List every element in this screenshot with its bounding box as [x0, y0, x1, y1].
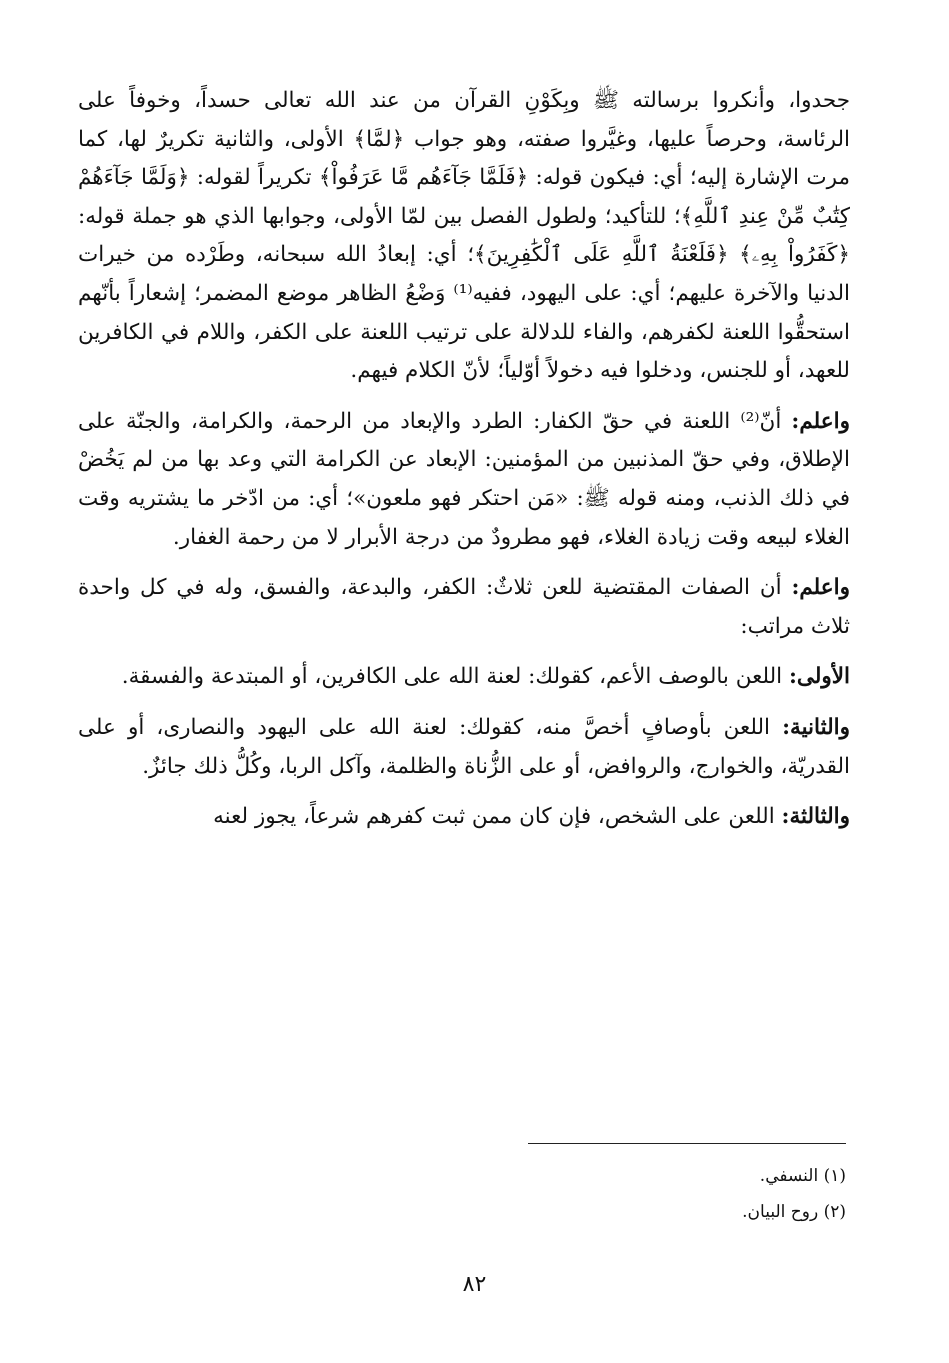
paragraph-text: اللعن على الشخص، فإن كان ممن ثبت كفرهم شرعاً، يجوز لعنه	[213, 804, 782, 830]
paragraph-text: أن الصفات المقتضية للعن ثلاثٌ: الكفر، والبدعة، والفسق، وله في كل واحدة ثلاث مراتب:	[78, 575, 850, 639]
page-number: ٨٢	[462, 1272, 487, 1297]
paragraph-lead: واعلم:	[791, 575, 850, 601]
footnote-2: (٢) روح البيان.	[742, 1202, 846, 1222]
paragraph-text: اللعن بالوصف الأعم، كقولك: لعنة الله على الكافرين، أو المبتدعة والفسقة.	[121, 664, 789, 690]
paragraph-lead: والثالثة:	[781, 804, 850, 830]
footnote-divider	[528, 1143, 846, 1144]
paragraph-3	[78, 569, 850, 646]
footnote-1: (١) النسفي.	[759, 1166, 846, 1186]
paragraph-lead: الأولى:	[788, 664, 850, 690]
paragraph-lead: واعلم:	[791, 408, 850, 434]
paragraph-text: اللعن بأوصافٍ أخصَّ منه، كقولك: لعنة الله على اليهود والنصارى، أو على القدريّة، والخوارج، والروافض، أو على الزُّناة والظلمة، وآكل الربا، وكُلُّ ذلك جائزٌ.	[78, 714, 850, 779]
page-body	[78, 82, 850, 849]
footnotes	[446, 1158, 846, 1230]
paragraph-1	[78, 82, 850, 391]
paragraph-text: جحدوا، وأنكروا برسالته ﷺ وبِكَوْنِ القرآن من عند الله تعالى حسداً، وخوفاً على الرئاسة، وحرصاً عليها، وغيَّروا صفته، وهو جواب ﴿لمَّا﴾ الأولى، والثانية تكريرٌ لها، كما مرت الإشارة إليه؛ أي: فيكون قوله: ﴿فَلَمَّا جَآءَهُم مَّا عَرَفُواْ﴾ تكريراً لقوله: ﴿وَلَمَّا جَآءَهُمْ كِتَٰبٌ مِّنْ عِندِ ٱللَّهِ﴾؛ للتأكيد؛ ولطول الفصل بين لمّا الأولى، وجوابها الذي هو جملة قوله: ﴿كَفَرُواْ بِهِۦ﴾ ﴿فَلَعْنَةُ ٱللَّهِ عَلَى ٱلْكَٰفِرِينَ﴾؛ أي: إبعادُ الله سبحانه، وطَرْده من خيرات الدنيا والآخرة عليهم؛ أي: على اليهود، ففيه⁽¹⁾ وَضْعُ الظاهر موضع المضمر؛ إشعاراً بأنّهم استحقُّوا اللعنة لكفرهم، والفاء للدلالة على ترتيب اللعنة على الكفر، واللام في الكافرين للعهد، أو للجنس، ودخلوا فيه دخولاً أوّلياً؛ لأنّ الكلام فيهم.	[78, 88, 850, 384]
paragraph-4	[78, 658, 850, 697]
paragraph-2	[78, 403, 850, 557]
paragraph-lead: والثانية:	[782, 714, 850, 740]
paragraph-6	[78, 798, 850, 837]
paragraph-5	[78, 709, 850, 786]
paragraph-text: أنّ⁽²⁾ اللعنة في حقّ الكفار: الطرد والإبعاد من الرحمة، والكرامة، والجنّة على الإطلاق، وفي حقّ المذنبين من المؤمنين: الإبعاد عن الكرامة التي وعد بها من لم يَخُضْ في ذلك الذنب، ومنه قوله ﷺ: «مَن احتكر فهو ملعون»؛ أي: من ادّخر ما يشتريه وقت الغلاء لبيعه وقت زيادة الغلاء، فهو مطرودٌ من درجة الأبرار لا من رحمة الغفار.	[78, 408, 850, 550]
